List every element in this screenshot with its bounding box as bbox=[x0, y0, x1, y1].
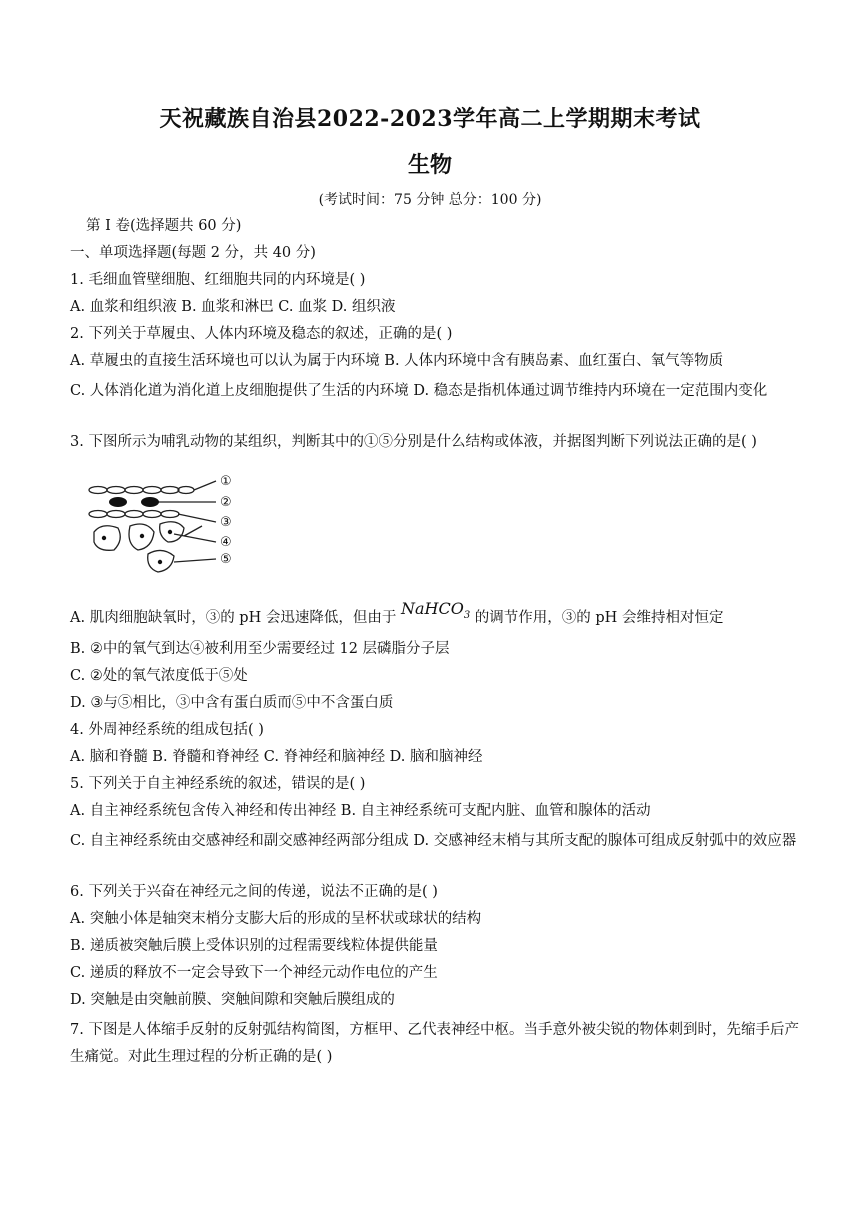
q4-options: A. 脑和脊髓 B. 脊髓和脊神经 C. 脊神经和脑神经 D. 脑和脑神经 bbox=[70, 749, 483, 765]
q4-stem: 4. 外周神经系统的组成包括( ) bbox=[70, 722, 264, 738]
q5-stem: 5. 下列关于自主神经系统的叙述，错误的是( ) bbox=[70, 776, 366, 792]
q3-option-a-post: 的调节作用，③的 pH 会维持相对恒定 bbox=[474, 610, 724, 626]
q5-options-line2: C. 自主神经系统由交感神经和副交感神经两部分组成 D. 交感神经末梢与其所支配的腺体可组成反射弧中的效应器 bbox=[70, 833, 797, 849]
exam-info: (考试时间：75 分钟 总分：100 分) bbox=[318, 192, 542, 208]
q3-stem: 3. 下图所示为哺乳动物的某组织，判断其中的①⑤分别是什么结构或体液，并据图判断下列说法正确的是( ) bbox=[70, 434, 757, 450]
q3-option-a-pre: A. 肌肉细胞缺氧时，③的 pH 会迅速降低，但由于 bbox=[70, 610, 397, 626]
q6-option-a: A. 突触小体是轴突末梢分支膨大后的形成的呈杯状或球状的结构 bbox=[70, 911, 482, 927]
label-3: ③ bbox=[220, 515, 232, 530]
q6-option-c: C. 递质的释放不一定会导致下一个神经元动作电位的产生 bbox=[70, 965, 438, 981]
label-1: ① bbox=[220, 474, 232, 489]
q6-option-d: D. 突触是由突触前膜、突触间隙和突触后膜组成的 bbox=[70, 992, 395, 1008]
part-heading: 第 I 卷(选择题共 60 分) bbox=[86, 218, 242, 234]
q2-options-line2: C. 人体消化道为消化道上皮细胞提供了生活的内环境 D. 稳态是指机体通过调节维持内环境在一定范围内变化 bbox=[70, 383, 768, 399]
q2-stem: 2. 下列关于草履虫、人体内环境及稳态的叙述，正确的是( ) bbox=[70, 326, 453, 342]
q3-option-d: D. ③与⑤相比，③中含有蛋白质而⑤中不含蛋白质 bbox=[70, 695, 394, 711]
label-5: ⑤ bbox=[220, 552, 232, 567]
q5-options-line1: A. 自主神经系统包含传入神经和传出神经 B. 自主神经系统可支配内脏、血管和腺体的活动 bbox=[70, 803, 651, 819]
q6-option-b: B. 递质被突触后膜上受体识别的过程需要线粒体提供能量 bbox=[70, 938, 438, 954]
q6-stem: 6. 下列关于兴奋在神经元之间的传递，说法不正确的是( ) bbox=[70, 884, 438, 900]
section-heading: 一、单项选择题(每题 2 分，共 40 分) bbox=[70, 245, 316, 261]
q1-options: A. 血浆和组织液 B. 血浆和淋巴 C. 血浆 D. 组织液 bbox=[70, 299, 396, 315]
formula-sub: 3 bbox=[463, 610, 471, 622]
q7-stem: 7. 下图是人体缩手反射的反射弧结构简图，方框甲、乙代表神经中枢。当手意外被尖锐的物体刺到时，先缩手后产生痛觉。对此生理过程的分析正确的是( ) bbox=[70, 1022, 799, 1065]
tissue-figure bbox=[88, 470, 248, 578]
q1-stem: 1. 毛细血管壁细胞、红细胞共同的内环境是( ) bbox=[70, 272, 366, 288]
q3-option-c: C. ②处的氧气浓度低于⑤处 bbox=[70, 668, 248, 684]
formula-main: NaHCO bbox=[400, 599, 464, 618]
q3-option-b: B. ②中的氧气到达④被利用至少需要经过 12 层磷脂分子层 bbox=[70, 641, 450, 657]
q2-options-line1: A. 草履虫的直接生活环境也可以认为属于内环境 B. 人体内环境中含有胰岛素、血红蛋白、氧气等物质 bbox=[70, 353, 724, 369]
label-4: ④ bbox=[220, 535, 232, 550]
exam-title: 天祝藏族自治县2022-2023学年高二上学期期末考试 bbox=[159, 106, 701, 132]
tissue-diagram bbox=[88, 470, 248, 578]
q3-option-a bbox=[70, 599, 800, 634]
subject-title: 生物 bbox=[407, 152, 452, 178]
nahco3-formula bbox=[400, 599, 471, 622]
label-2: ② bbox=[220, 495, 232, 510]
